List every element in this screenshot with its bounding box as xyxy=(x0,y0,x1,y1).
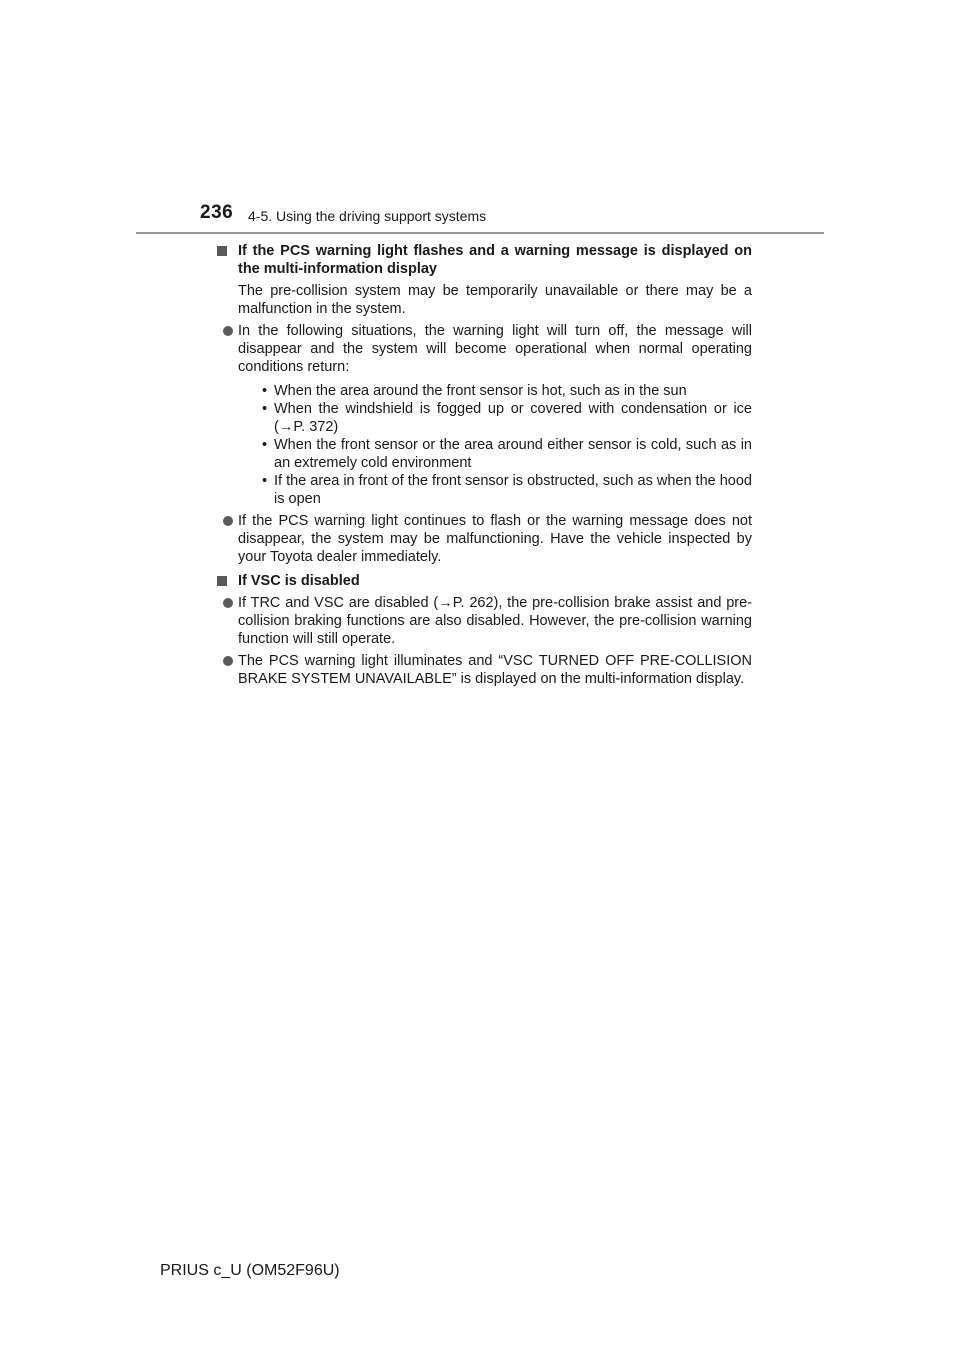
bullet-trc-vsc xyxy=(216,594,752,648)
heading-text: If VSC is disabled xyxy=(238,573,360,589)
bullet-malfunction xyxy=(216,512,752,566)
bullet-normal-conditions xyxy=(216,322,752,508)
bullet-text: If TRC and VSC are disabled (→P. 262), the pre-collision brake assist and pre-collision braking functions are also disabled. However, the pre-collision warning function will still operate. xyxy=(238,595,752,647)
bullet-text: The PCS warning light illuminates and “VSC TURNED OFF PRE-COLLISION BRAKE SYSTEM UNAVAILABLE” is displayed on the multi-information display. xyxy=(238,653,752,687)
square-bullet-icon xyxy=(217,246,227,256)
round-bullet-icon xyxy=(223,598,233,608)
heading-vsc-disabled xyxy=(216,572,752,590)
list-item: • When the area around the front sensor is hot, such as in the sun xyxy=(262,383,687,399)
intro-paragraph: The pre-collision system may be temporarily unavailable or there may be a malfunction in the system. xyxy=(238,283,752,317)
list-item: • When the windshield is fogged up or covered with condensation or ice (→P. 372) xyxy=(262,401,752,435)
bullet-warning-light xyxy=(216,652,752,688)
bullet-text: In the following situations, the warning light will turn off, the message will disappear and the system will become operational when normal operating conditions return: xyxy=(238,323,752,375)
heading-pcs-flash xyxy=(216,242,752,278)
square-bullet-icon xyxy=(217,576,227,586)
conditions-list xyxy=(238,382,752,508)
header-rule xyxy=(136,232,824,234)
footer-model: PRIUS c_U (OM52F96U) xyxy=(160,1262,340,1279)
bullet-text: If the PCS warning light continues to flash or the warning message does not disappear, the system may be malfunctioning. Have the vehicle inspected by your Toyota dealer immediately. xyxy=(238,513,752,565)
round-bullet-icon xyxy=(223,516,233,526)
page-number: 236 xyxy=(200,202,234,223)
round-bullet-icon xyxy=(223,656,233,666)
content xyxy=(216,242,752,688)
round-bullet-icon xyxy=(223,326,233,336)
section-title: 4-5. Using the driving support systems xyxy=(248,208,487,224)
list-item: • When the front sensor or the area around either sensor is cold, such as in an extremely cold environment xyxy=(262,437,752,471)
list-item: • If the area in front of the front sensor is obstructed, such as when the hood is open xyxy=(262,473,752,507)
heading-text: If the PCS warning light flashes and a warning message is displayed on the multi-information display xyxy=(238,243,752,277)
